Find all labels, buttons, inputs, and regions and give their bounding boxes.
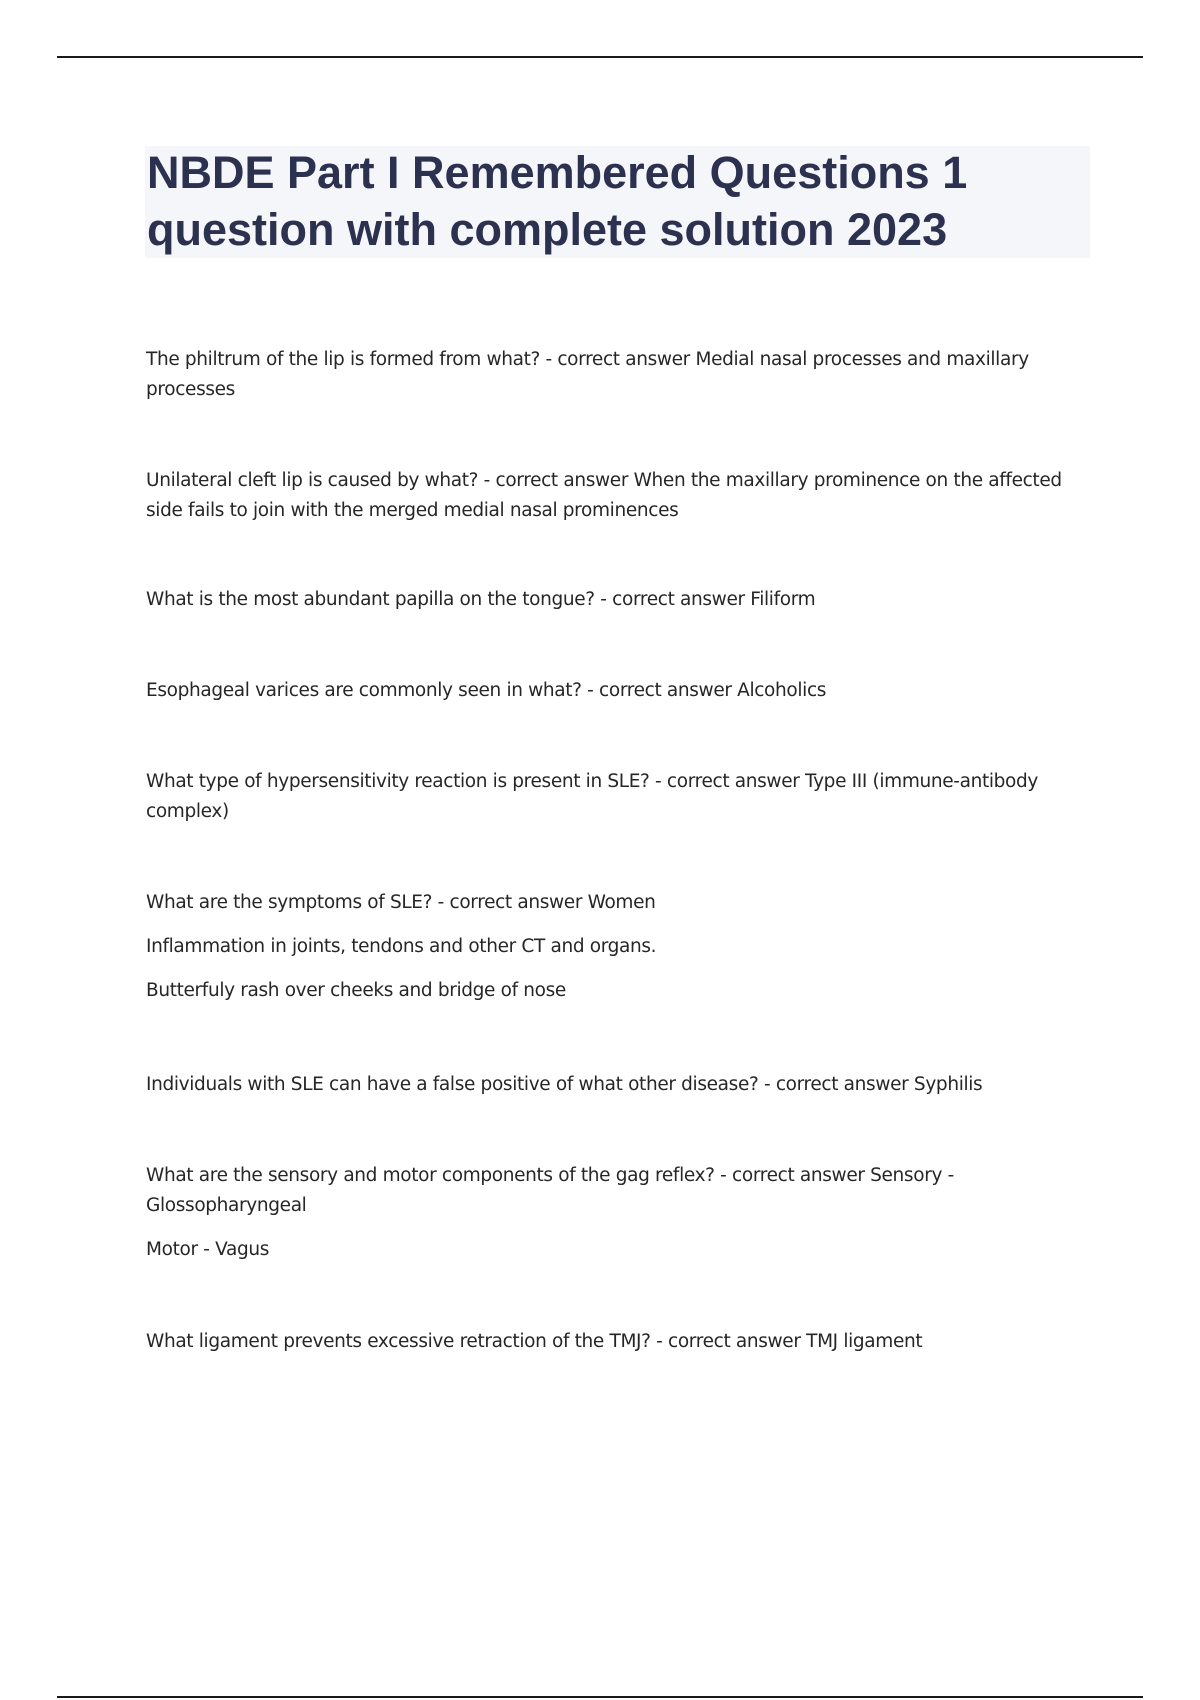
qa-text: What type of hypersensitivity reaction is present in SLE? - correct answer Type III (immune-antibody complex) xyxy=(146,771,1039,822)
document-title: NBDE Part I Remembered Questions 1 question with complete solution 2023 xyxy=(147,147,968,255)
qa-extra-line: Butterfuly rash over cheeks and bridge of nose xyxy=(146,980,566,1001)
qa-entry-3 xyxy=(146,585,1086,615)
qa-extra-line: Inflammation in joints, tendons and other CT and organs. xyxy=(146,936,657,957)
bottom-rule xyxy=(57,1696,1143,1698)
top-rule xyxy=(57,56,1143,58)
qa-extra-line: Motor - Vagus xyxy=(146,1239,270,1260)
qa-text: What ligament prevents excessive retraction of the TMJ? - correct answer TMJ ligament xyxy=(146,1331,923,1352)
qa-entry-9 xyxy=(146,1327,1086,1357)
qa-text: The philtrum of the lip is formed from what? - correct answer Medial nasal processes and maxillary processes xyxy=(146,349,1029,400)
qa-entry-1 xyxy=(146,345,1086,405)
qa-text: What are the symptoms of SLE? - correct answer Women xyxy=(146,892,656,913)
qa-entry-2 xyxy=(146,466,1086,526)
qa-text: What are the sensory and motor components of the gag reflex? - correct answer Sensory - Glossopharyngeal xyxy=(146,1165,954,1216)
qa-text: Unilateral cleft lip is caused by what? - correct answer When the maxillary prominence on the affected side fails to join with the merged medial nasal prominences xyxy=(146,470,1062,521)
qa-entry-7 xyxy=(146,1070,1086,1100)
qa-entry-4 xyxy=(146,676,1086,706)
qa-text: What is the most abundant papilla on the tongue? - correct answer Filiform xyxy=(146,589,816,610)
qa-text: Individuals with SLE can have a false positive of what other disease? - correct answer Syphilis xyxy=(146,1074,983,1095)
qa-entry-5 xyxy=(146,767,1086,827)
qa-entry-6 xyxy=(146,888,1086,1006)
qa-text: Esophageal varices are commonly seen in what? - correct answer Alcoholics xyxy=(146,680,827,701)
qa-entry-8 xyxy=(146,1161,1086,1265)
